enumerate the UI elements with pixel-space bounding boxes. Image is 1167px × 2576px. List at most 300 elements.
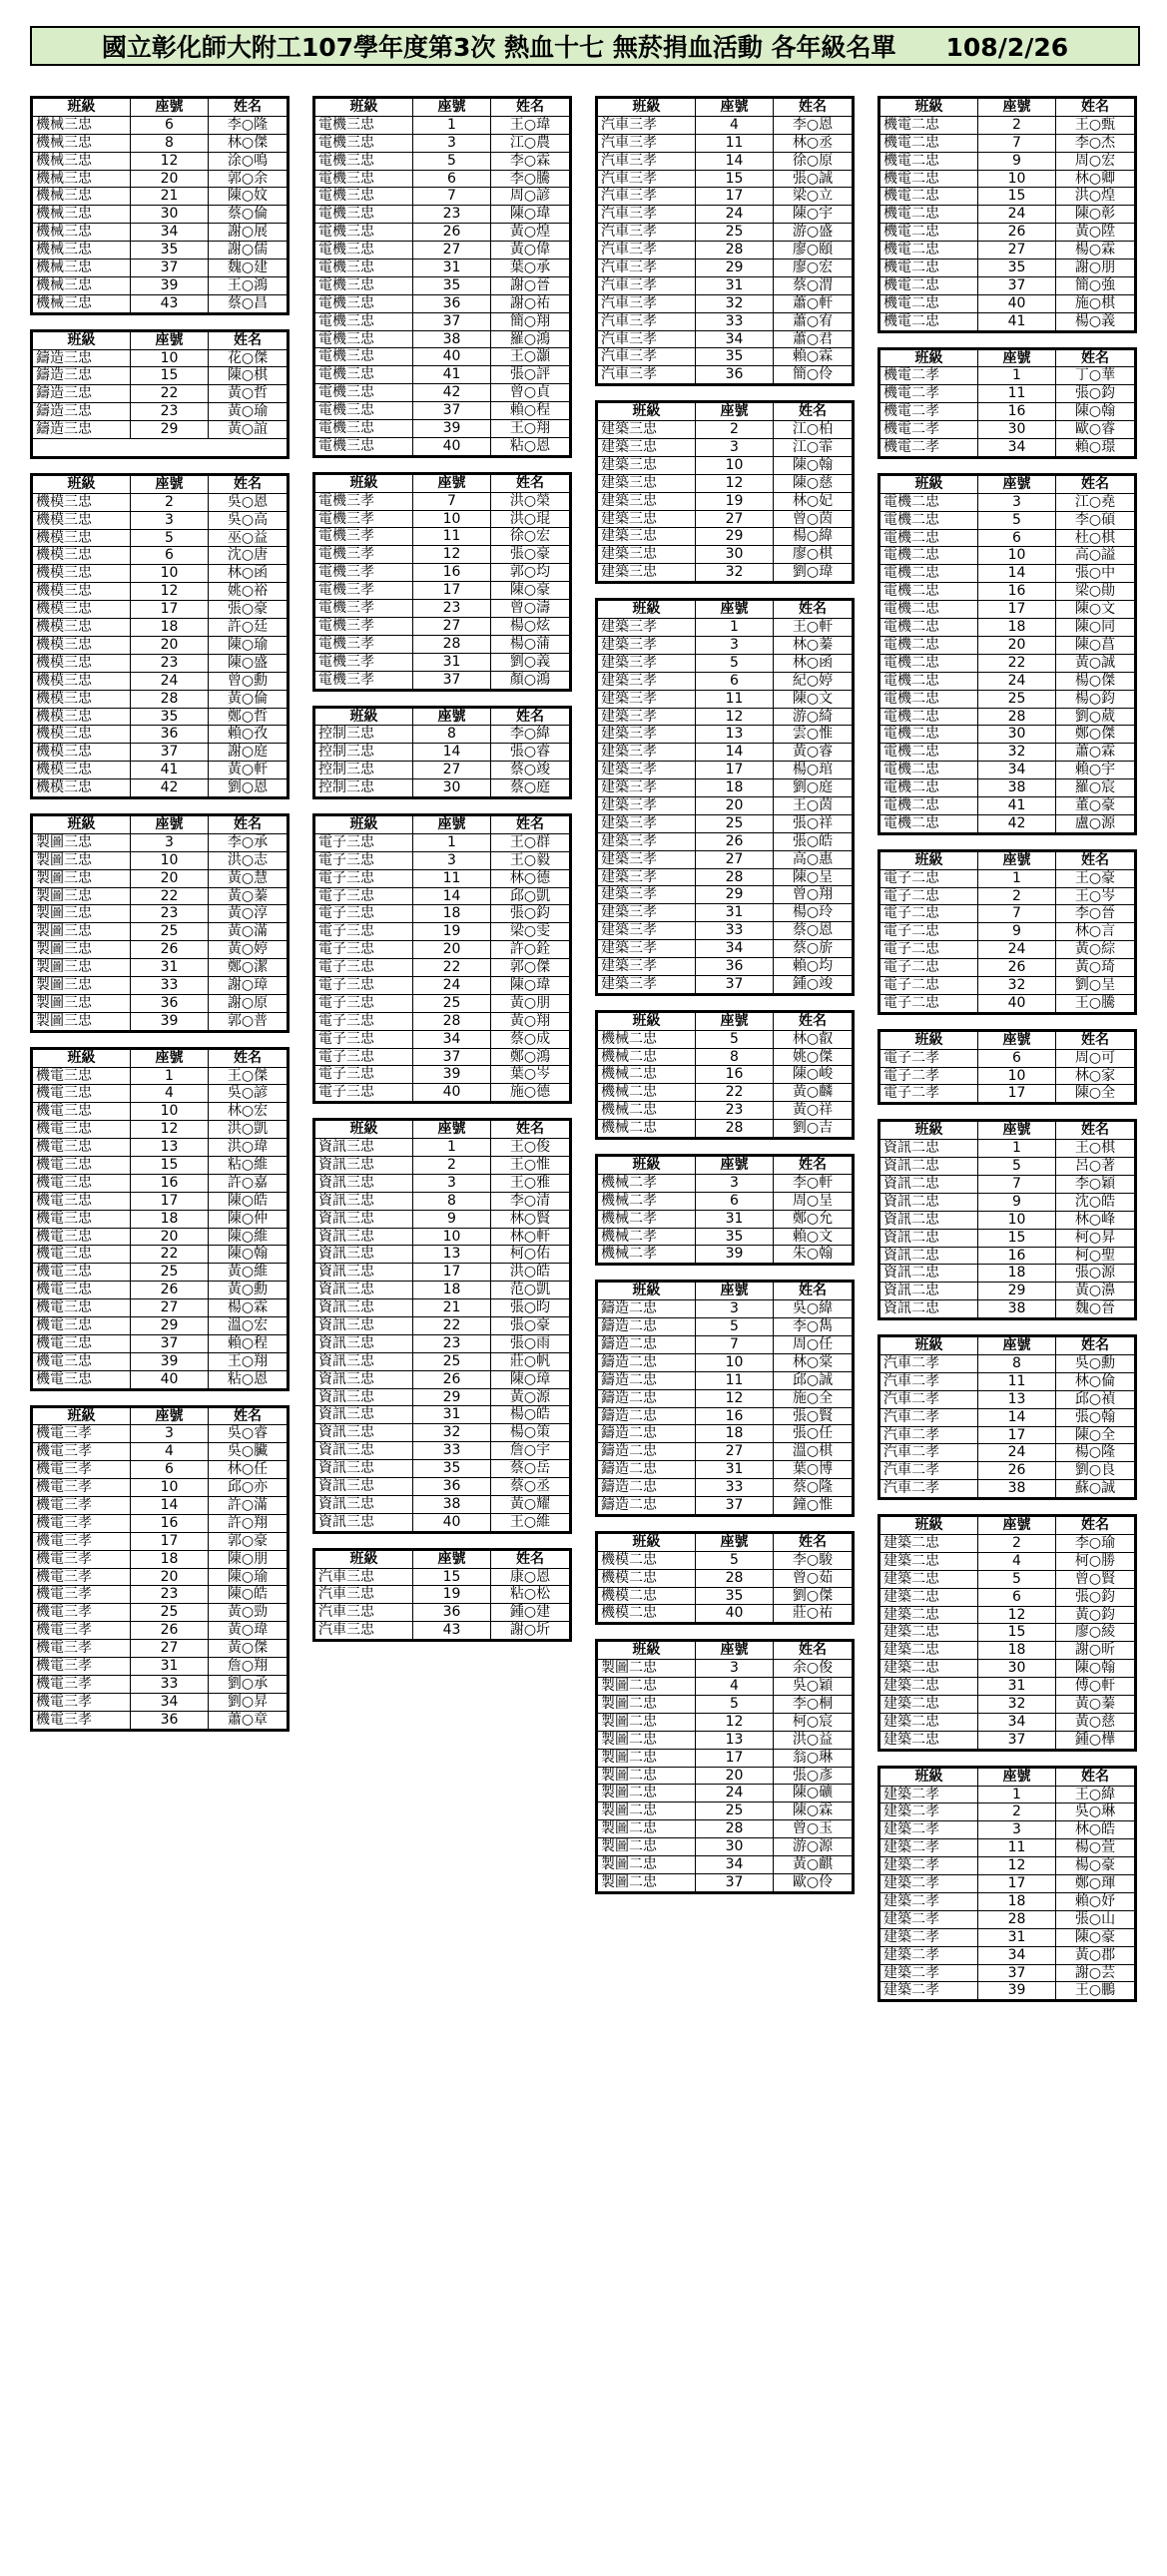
- seat-cell: 30: [413, 779, 491, 796]
- class-cell: 電子二孝: [880, 1050, 978, 1067]
- class-cell: 汽車二孝: [880, 1480, 978, 1497]
- class-cell: 機電二孝: [880, 439, 978, 456]
- table-row: [598, 330, 852, 348]
- table-row: [33, 904, 287, 922]
- table-row: [315, 833, 569, 851]
- seat-cell: 22: [131, 888, 209, 905]
- seat-cell: 40: [413, 1084, 491, 1101]
- table-row: [598, 1551, 852, 1569]
- name-cell: 徐○宏: [509, 528, 551, 545]
- name-cell: 高○謚: [1074, 547, 1116, 564]
- table-row: [33, 851, 287, 869]
- name-cell: 張○賢: [792, 1407, 834, 1424]
- header-seat: 座號: [978, 1032, 1056, 1049]
- table-header-row: [880, 476, 1134, 493]
- seat-cell: 12: [978, 1857, 1056, 1874]
- class-cell: 建築二忠: [880, 1535, 978, 1552]
- seat-cell: 39: [696, 1246, 774, 1263]
- name-cell: 吳○穎: [792, 1678, 834, 1695]
- header-name: 姓名: [1081, 1768, 1109, 1785]
- seat-cell: 6: [696, 673, 774, 690]
- name-cell: 吳○睿: [227, 1425, 269, 1442]
- class-cell: 電子三忠: [315, 888, 413, 905]
- name-cell: 廖○綾: [1074, 1624, 1116, 1641]
- class-cell: 建築二忠: [880, 1732, 978, 1749]
- seat-cell: 6: [978, 530, 1056, 547]
- table-row: [880, 1786, 1134, 1803]
- class-cell: 機電二忠: [880, 117, 978, 134]
- class-cell: 電子二忠: [880, 995, 978, 1012]
- table-row: [33, 116, 287, 134]
- seat-cell: 10: [696, 457, 774, 474]
- table-row: [598, 814, 852, 832]
- class-cell: 機模三忠: [33, 547, 131, 564]
- class-cell: 建築三孝: [598, 904, 696, 921]
- class-cell: 建築三孝: [598, 744, 696, 761]
- seat-cell: 27: [131, 1299, 209, 1316]
- class-cell: 製圖二忠: [598, 1820, 696, 1837]
- seat-cell: 36: [413, 1478, 491, 1495]
- name-cell: 黃○陞: [1074, 224, 1116, 241]
- name-cell: 蕭○君: [792, 330, 834, 347]
- class-roster-table: [312, 472, 572, 692]
- class-cell: 電機二忠: [880, 779, 978, 796]
- class-cell: 機模三忠: [33, 762, 131, 778]
- header-name: 姓名: [516, 708, 544, 725]
- table-row: [880, 887, 1134, 905]
- seat-cell: 8: [413, 1193, 491, 1210]
- table-row: [315, 1603, 569, 1621]
- name-cell: 劉○呈: [1074, 976, 1116, 993]
- name-cell: 陳○翰: [792, 456, 834, 473]
- table-row: [315, 1477, 569, 1495]
- table-row: [315, 1388, 569, 1406]
- name-cell: 楊○義: [1074, 312, 1116, 329]
- seat-cell: 4: [696, 1678, 774, 1695]
- header-seat: 座號: [131, 816, 209, 833]
- class-cell: 電機三忠: [315, 153, 413, 170]
- name-cell: 王○維: [509, 1513, 551, 1530]
- class-cell: 資訊三忠: [315, 1406, 413, 1423]
- name-cell: 高○惠: [792, 850, 834, 867]
- table-row: [880, 725, 1134, 743]
- table-row: [598, 1677, 852, 1695]
- table-row: [33, 1568, 287, 1586]
- name-cell: 陳○全: [1074, 1426, 1116, 1443]
- header-class: 班級: [880, 852, 978, 869]
- name-cell: 陳○翰: [227, 1246, 269, 1263]
- seat-cell: 10: [413, 511, 491, 528]
- name-cell: 溫○宏: [227, 1317, 269, 1333]
- class-cell: 機電三孝: [33, 1694, 131, 1711]
- class-cell: 電機二忠: [880, 565, 978, 582]
- seat-cell: 14: [413, 744, 491, 761]
- class-cell: 製圖三忠: [33, 1013, 131, 1030]
- name-cell: 吳○緯: [792, 1300, 834, 1317]
- seat-cell: 36: [131, 1712, 209, 1729]
- class-cell: 機模三忠: [33, 709, 131, 726]
- class-cell: 汽車三孝: [598, 331, 696, 348]
- table-row: [33, 1442, 287, 1460]
- seat-cell: 17: [413, 1264, 491, 1281]
- table-row: [315, 1423, 569, 1441]
- class-cell: 建築二忠: [880, 1553, 978, 1570]
- header-class: 班級: [598, 1157, 696, 1174]
- table-row: [315, 419, 569, 437]
- seat-cell: 1: [413, 117, 491, 134]
- class-roster-table: [877, 1334, 1137, 1500]
- name-cell: 鄭○允: [792, 1210, 834, 1227]
- seat-cell: 10: [131, 565, 209, 582]
- class-cell: 機電二忠: [880, 242, 978, 258]
- seat-cell: 17: [696, 762, 774, 778]
- class-cell: 資訊三忠: [315, 1246, 413, 1263]
- seat-cell: 6: [131, 547, 209, 564]
- class-cell: 機械二忠: [598, 1102, 696, 1119]
- table-row: [598, 1496, 852, 1514]
- name-cell: 黃○蓁: [1074, 1696, 1116, 1713]
- seat-cell: 25: [131, 1264, 209, 1281]
- table-row: [880, 1588, 1134, 1606]
- class-cell: 機械三忠: [33, 117, 131, 134]
- seat-cell: 17: [978, 601, 1056, 618]
- table-row: [598, 1873, 852, 1891]
- seat-cell: 33: [696, 922, 774, 939]
- table-row: [33, 1621, 287, 1639]
- name-cell: 朱○翰: [792, 1246, 834, 1263]
- name-cell: 鍾○樺: [1074, 1731, 1116, 1748]
- name-cell: 陳○妏: [227, 188, 269, 205]
- name-cell: 邱○禎: [1074, 1390, 1116, 1407]
- seat-cell: 16: [978, 403, 1056, 420]
- class-cell: 製圖三忠: [33, 923, 131, 940]
- table-row: [598, 957, 852, 975]
- seat-cell: 3: [696, 439, 774, 456]
- class-cell: 機械三忠: [33, 188, 131, 205]
- table-row: [33, 1460, 287, 1478]
- seat-cell: 25: [131, 923, 209, 940]
- class-cell: 鑄造二忠: [598, 1318, 696, 1335]
- class-roster-table: [877, 1766, 1137, 2003]
- class-cell: 建築二忠: [880, 1678, 978, 1695]
- class-cell: 電機三孝: [315, 546, 413, 563]
- class-cell: 機電三忠: [33, 1193, 131, 1210]
- name-cell: 黃○偉: [509, 242, 551, 258]
- class-cell: 資訊三忠: [315, 1424, 413, 1441]
- table-row: [880, 1641, 1134, 1659]
- table-row: [880, 529, 1134, 547]
- class-cell: 機電三孝: [33, 1551, 131, 1568]
- name-cell: 范○凱: [509, 1282, 551, 1298]
- class-cell: 建築三忠: [598, 493, 696, 510]
- seat-cell: 3: [413, 135, 491, 152]
- table-header-row: [598, 403, 852, 420]
- seat-cell: 28: [131, 691, 209, 708]
- table-header-row: [33, 1408, 287, 1425]
- class-cell: 電子三忠: [315, 977, 413, 994]
- header-name: 姓名: [1081, 349, 1109, 366]
- name-cell: 蔡○丞: [509, 1478, 551, 1495]
- name-cell: 林○皓: [1074, 1821, 1116, 1838]
- class-cell: 電機三忠: [315, 438, 413, 455]
- name-cell: 梁○雯: [509, 923, 551, 940]
- seat-cell: 32: [696, 564, 774, 581]
- header-seat: 座號: [978, 1337, 1056, 1354]
- class-cell: 機械二孝: [598, 1193, 696, 1210]
- seat-cell: 10: [978, 1212, 1056, 1229]
- class-cell: 汽車二孝: [880, 1355, 978, 1372]
- header-class: 班級: [880, 476, 978, 493]
- table-row: [33, 1102, 287, 1120]
- seat-cell: 8: [413, 726, 491, 743]
- table-row: [598, 1587, 852, 1605]
- seat-cell: 9: [978, 1194, 1056, 1211]
- roster-column-4: [877, 96, 1137, 2016]
- name-cell: 陳○瑜: [227, 1568, 269, 1585]
- name-cell: 賴○均: [792, 957, 834, 974]
- class-cell: 建築三孝: [598, 726, 696, 743]
- name-cell: 邱○誠: [792, 1371, 834, 1388]
- name-cell: 洪○皓: [509, 1264, 551, 1281]
- table-row: [315, 312, 569, 330]
- class-cell: 機械二忠: [598, 1049, 696, 1066]
- class-cell: 機電二忠: [880, 295, 978, 312]
- table-row: [315, 401, 569, 419]
- class-cell: 鑄造三忠: [33, 367, 131, 384]
- name-cell: 李○騰: [509, 170, 551, 187]
- table-row: [33, 187, 287, 205]
- seat-cell: 35: [131, 242, 209, 258]
- name-cell: 林○任: [227, 1461, 269, 1478]
- name-cell: 蔡○竣: [509, 762, 551, 778]
- name-cell: 林○峰: [1074, 1211, 1116, 1228]
- seat-cell: 21: [413, 1299, 491, 1316]
- class-roster-table: [312, 1118, 572, 1533]
- seat-cell: 18: [696, 1425, 774, 1442]
- table-row: [33, 1245, 287, 1263]
- seat-cell: 35: [696, 1229, 774, 1246]
- table-row: [598, 1335, 852, 1353]
- class-cell: 資訊三忠: [315, 1299, 413, 1316]
- class-cell: 機電三孝: [33, 1586, 131, 1603]
- table-row: [315, 276, 569, 294]
- class-cell: 建築三孝: [598, 869, 696, 886]
- class-cell: 建築三孝: [598, 958, 696, 975]
- name-cell: 張○源: [1074, 1265, 1116, 1282]
- class-cell: 汽車三忠: [315, 1622, 413, 1639]
- roster-column-2: [312, 96, 572, 1656]
- seat-cell: 10: [413, 1229, 491, 1246]
- name-cell: 許○嘉: [227, 1174, 269, 1191]
- table-header-row: [598, 1013, 852, 1030]
- table-row: [598, 510, 852, 528]
- class-cell: 資訊三忠: [315, 1371, 413, 1388]
- table-row: [33, 618, 287, 636]
- class-cell: 機電二忠: [880, 171, 978, 188]
- table-row: [315, 116, 569, 134]
- table-row: [880, 438, 1134, 456]
- name-cell: 梁○立: [792, 188, 834, 205]
- name-cell: 沈○唐: [227, 547, 269, 564]
- name-cell: 林○德: [509, 869, 551, 886]
- name-cell: 謝○朋: [1074, 259, 1116, 276]
- table-row: [33, 1585, 287, 1603]
- seat-cell: 37: [413, 672, 491, 689]
- name-cell: 巫○益: [227, 529, 269, 546]
- seat-cell: 37: [696, 1874, 774, 1891]
- table-row: [598, 868, 852, 886]
- header-class: 班級: [598, 99, 696, 116]
- seat-cell: 33: [131, 1676, 209, 1693]
- seat-cell: 1: [978, 1787, 1056, 1803]
- name-cell: 黃○煌: [509, 224, 551, 241]
- table-row: [598, 1569, 852, 1587]
- header-seat: 座號: [413, 709, 491, 726]
- name-cell: 莊○祐: [792, 1605, 834, 1622]
- name-cell: 楊○霖: [1074, 242, 1116, 258]
- class-cell: 機電三孝: [33, 1515, 131, 1532]
- name-cell: 江○堯: [1074, 493, 1116, 510]
- header-class: 班級: [598, 1013, 696, 1030]
- class-cell: 建築三孝: [598, 851, 696, 868]
- table-row: [33, 1298, 287, 1316]
- name-cell: 陳○宇: [792, 206, 834, 223]
- table-row: [598, 921, 852, 939]
- name-cell: 翁○琳: [792, 1749, 834, 1766]
- seat-cell: 27: [413, 242, 491, 258]
- table-row: [33, 976, 287, 994]
- class-cell: 建築二孝: [880, 1821, 978, 1838]
- seat-cell: 15: [978, 1624, 1056, 1641]
- seat-cell: 15: [413, 1569, 491, 1586]
- table-header-row: [880, 1032, 1134, 1049]
- seat-cell: 23: [131, 655, 209, 672]
- table-row: [598, 365, 852, 383]
- class-cell: 建築二忠: [880, 1571, 978, 1588]
- table-row: [598, 1389, 852, 1407]
- seat-cell: 39: [413, 420, 491, 437]
- seat-cell: 31: [413, 259, 491, 276]
- class-cell: 資訊三忠: [315, 1193, 413, 1210]
- table-row: [598, 1695, 852, 1713]
- class-cell: 機電二忠: [880, 153, 978, 170]
- table-row: [880, 1838, 1134, 1856]
- class-cell: 建築三孝: [598, 815, 696, 832]
- table-row: [33, 690, 287, 708]
- header-seat: 座號: [696, 1534, 774, 1551]
- table-row: [33, 1012, 287, 1030]
- table-row: [880, 366, 1134, 384]
- seat-cell: 14: [413, 888, 491, 905]
- class-cell: 機電三孝: [33, 1479, 131, 1496]
- table-row: [598, 975, 852, 993]
- name-cell: 黃○麒: [792, 1856, 834, 1873]
- class-roster-table: [877, 1514, 1137, 1752]
- class-cell: 機械三忠: [33, 295, 131, 312]
- name-cell: 林○叡: [792, 1030, 834, 1047]
- name-cell: 郭○均: [509, 564, 551, 581]
- name-cell: 劉○義: [509, 653, 551, 670]
- name-cell: 黃○睿: [792, 744, 834, 761]
- seat-cell: 5: [978, 1158, 1056, 1175]
- name-cell: 楊○傑: [1074, 672, 1116, 689]
- seat-cell: 11: [978, 385, 1056, 402]
- name-cell: 蔡○成: [509, 1030, 551, 1047]
- name-cell: 曾○勳: [227, 672, 269, 689]
- name-cell: 柯○佑: [509, 1246, 551, 1263]
- class-cell: 製圖二忠: [598, 1768, 696, 1785]
- table-row: [33, 1263, 287, 1281]
- header-class: 班級: [315, 1121, 413, 1138]
- class-cell: 機模三忠: [33, 637, 131, 654]
- seat-cell: 8: [696, 1049, 774, 1066]
- seat-cell: 34: [413, 1031, 491, 1048]
- table-row: [598, 1192, 852, 1210]
- class-cell: 機電三忠: [33, 1264, 131, 1281]
- name-cell: 黃○鈞: [1074, 1606, 1116, 1623]
- seat-cell: 4: [131, 1443, 209, 1460]
- class-cell: 機模二忠: [598, 1605, 696, 1622]
- class-cell: 電子三忠: [315, 905, 413, 922]
- table-row: [598, 1478, 852, 1496]
- class-cell: 機電二忠: [880, 313, 978, 330]
- seat-cell: 10: [131, 1479, 209, 1496]
- name-cell: 吳○恩: [227, 493, 269, 510]
- name-cell: 賴○文: [792, 1228, 834, 1245]
- class-cell: 建築二孝: [880, 1982, 978, 1999]
- seat-cell: 29: [696, 528, 774, 545]
- header-class: 班級: [880, 99, 978, 116]
- class-cell: 汽車三忠: [315, 1604, 413, 1621]
- table-row: [880, 1084, 1134, 1102]
- class-cell: 建築三孝: [598, 976, 696, 993]
- name-cell: 陳○同: [1074, 619, 1116, 636]
- table-row: [880, 690, 1134, 708]
- name-cell: 李○碩: [1074, 511, 1116, 528]
- name-cell: 謝○芸: [1074, 1964, 1116, 1981]
- class-cell: 電子三忠: [315, 870, 413, 887]
- header-seat: 座號: [131, 1408, 209, 1425]
- seat-cell: 30: [978, 726, 1056, 743]
- table-row: [598, 636, 852, 654]
- table-row: [315, 1245, 569, 1263]
- seat-cell: 39: [131, 1013, 209, 1030]
- class-cell: 製圖三忠: [33, 870, 131, 887]
- seat-cell: 42: [413, 384, 491, 401]
- table-row: [598, 832, 852, 850]
- seat-cell: 25: [978, 691, 1056, 708]
- class-cell: 機械二忠: [598, 1066, 696, 1083]
- table-row: [33, 511, 287, 529]
- name-cell: 洪○志: [227, 851, 269, 868]
- header-seat: 座號: [413, 99, 491, 116]
- seat-cell: 31: [696, 1211, 774, 1228]
- name-cell: 鍾○建: [509, 1604, 551, 1621]
- seat-cell: 23: [413, 206, 491, 223]
- table-row: [598, 1048, 852, 1066]
- class-cell: 機械三忠: [33, 206, 131, 223]
- header-class: 班級: [880, 1769, 978, 1786]
- seat-cell: 5: [696, 1696, 774, 1713]
- name-cell: 王○翔: [227, 1352, 269, 1369]
- name-cell: 賴○程: [509, 402, 551, 419]
- name-cell: 姚○裕: [227, 583, 269, 600]
- table-row: [880, 1677, 1134, 1695]
- name-cell: 鍾○竣: [792, 975, 834, 992]
- class-cell: 機電三忠: [33, 1175, 131, 1192]
- seat-cell: 41: [978, 313, 1056, 330]
- name-cell: 李○瑜: [1074, 1535, 1116, 1552]
